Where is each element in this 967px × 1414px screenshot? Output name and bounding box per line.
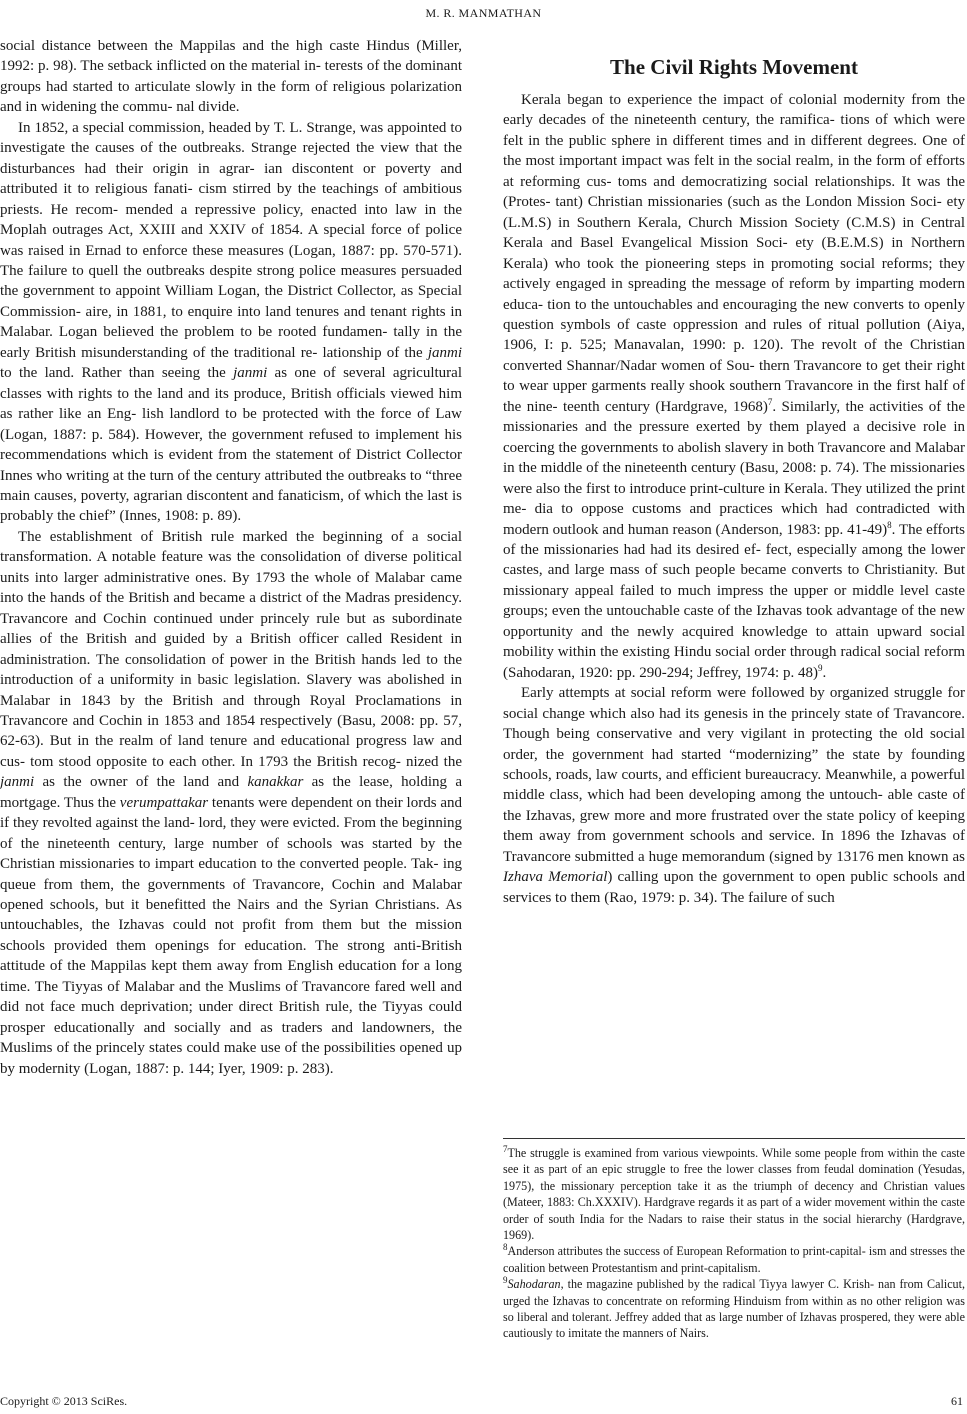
paragraph-text: The establishment of British rule marked the beginning of a social transformation. A notable feature was the consolidation of diverse political units into larger administrative ones. By 1793 the whole of Malabar came into the hands of the British and became a district of the Madras presidency. Travancore and Cochin continued under princely rule but as subordinate allies of the British and guided by a British officer called Resident in administration. The consolidation of power in the British hands led to the introduction of a uniformity in basic legislation. Slavery was abolished in Malabar in 1843 by the British and through Royal Proclamations in Travancore and Cochin in 1853 and 1854 respectively (Basu, 2008: pp. 57, 62-63). But in the realm of land tenure and educational progress law and cus- tom stood opposite to each other. In 1793 the British recog- nized the bbox=[0, 528, 462, 770]
paragraph-text: . Similarly, the activities of the missionaries and the pressure exerted by them played a decisive role in coercing the governments to abolish slavery in both Travancore and Malabar in the middle of the nineteenth century (Basu, 2008: p. 74). The missionaries were also the first to introduce print-culture in Kerala. They utilized the print me- dia to oppose customs and practices which had contradicted with modern outlook and human reason (Anderson, 1983: pp. 41-49) bbox=[503, 398, 965, 538]
copyright-notice: Copyright © 2013 SciRes. bbox=[0, 1394, 128, 1408]
paragraph-text: tenants were dependent on their lords and if they revolted against the land- lord, they were evicted. From the beginning of the nineteenth century, large number of schools was started by the Christian missionaries to impart education to the converted people. Tak- ing queue from them, the governments of Travancore, Cochin and Malabar opened schools, but it benefitted the Nairs and the Syrian Christians. As untouchables, the Izhavas could not profit from them but the mission schools provided them openings for education. The strong anti-British attitude of the Mappilas kept them away from English education for a long time. The Tiyyas of Malabar and the Muslims of Travancore fared well and did not face much deprivation; under direct British rule, the Tiyyas could prosper educationally and socially and as traders and landowners, the Muslims of the princely states could make use of the possibilities opened up by modernity (Logan, 1887: p. 144; Iyer, 1909: p. 283). bbox=[0, 794, 462, 1077]
footnotes bbox=[503, 1138, 965, 1342]
footnote-number: 8 bbox=[503, 1242, 508, 1253]
paragraph-text: as the owner of the land and bbox=[34, 774, 248, 791]
italic-term: verumpattakar bbox=[119, 794, 209, 811]
footnote-text: , the magazine published by the radical Tiyya lawyer C. Krish- nan from Calicut, urged the Izhavas to concentrate on reforming Hinduism from within as no other religion was so liberal and tolerant. Jeffrey added that as large number of Izhavas prospered, they were able cautiously to imitate the manners of Nairs. bbox=[503, 1277, 965, 1341]
footnote-text: The struggle is examined from various viewpoints. While some people from within the caste see it as part of an epic struggle to free the lower classes from feudal domination (Yesudas, 1975), the missionary perception take it as the triumph of decency and Christian values (Mateer, 1883: Ch.XXXIV). Hardgrave regards it as part of a wider movement within the caste order of south India for the Nadars to raise their status in the social hierarchy (Hardgrave, 1969). bbox=[503, 1146, 965, 1243]
page-number: 61 bbox=[951, 1394, 963, 1408]
paragraph-text: to the land. Rather than seeing the bbox=[0, 365, 234, 382]
left-paragraph-2 bbox=[0, 118, 462, 527]
right-column bbox=[503, 36, 965, 908]
footnote-ref[interactable]: 9 bbox=[817, 662, 823, 673]
footnote-ref[interactable]: 8 bbox=[887, 519, 892, 530]
paragraph-text: Kerala began to experience the impact of colonial modernity from the early decades of the nineteenth century, the ramifica- tions of which were felt in the public sphere in different times and in different degrees. One of the most important impact was felt in the social realm, in the form of efforts at reforming cus- toms and democratizing social relationships. It was the (Protes- tant) Christian missionaries (such as the London Mission Soci- ety (L.M.S) in Southern Kerala, Church Mission Society (C.M.S) in Central Kerala and Basel Evangelical Mission Soci- ety (B.E.M.S) in Northern Kerala) who took the pioneering steps in promoting social reforms; they actively engaged in spreading the message of reform by imparting modern educa- tion to the untouchables and encouraging the new converts to openly question symbols of caste oppression and rules of ritual pollution (Aiya, 1906, I: p. 525; Manavalan, 1990: p. 120). The revolt of the Christian converted Shannar/Nadar women of Sou- thern Travancore to get their right to wear upper garments really shook southern Travancore in the first half of the nine- teenth century (Hardgrave, 1968) bbox=[503, 92, 965, 415]
footnote-ref[interactable]: 7 bbox=[767, 396, 773, 407]
paragraph-text: . bbox=[822, 664, 827, 681]
italic-term: janmi bbox=[427, 344, 462, 361]
paragraph-text: as one of several agricultural classes with rights to the land and its produce, British officials viewed him as rather like an Eng- lish landlord to be protected with the force of Law (Logan, 1887: p. 584). However, the government refused to implement his recommendations which is evident from the statement of District Collector Innes who writing at the turn of the century attributed the outbreaks to “three main causes, poverty, agrarian discontent and fanaticism, of which the last is probably the chief” (Innes, 1908: p. 89). bbox=[0, 365, 462, 525]
section-title: The Civil Rights Movement bbox=[610, 55, 858, 79]
italic-term: Izhava Memorial bbox=[503, 869, 608, 886]
footnote-9 bbox=[503, 1276, 965, 1342]
footnote-text: Anderson attributes the success of European Reformation to print-capital- ism and stresses the coalition between Protestantism and print-capitalism. bbox=[503, 1244, 965, 1275]
left-paragraph-1-text: social distance between the Mappilas and the high caste Hindus (Miller, 1992: p. 98). The setback inflicted on the material in- terests of the dominant groups had started to articulate slowly in the form of religious polarization and in widening the commu- nal divide. bbox=[0, 38, 462, 116]
footnote-8 bbox=[503, 1243, 965, 1276]
italic-term: Sahodaran bbox=[507, 1277, 561, 1292]
left-paragraph-3 bbox=[0, 527, 462, 1079]
italic-term: janmi bbox=[0, 774, 35, 791]
paragraph-text: . The efforts of the missionaries had had its desired ef- fect, especially among the lower castes, and large mass of such people became converts to Christianity. But missionary appeal failed to much impress the upper or middle level caste groups; even the untouchable caste of the Izhavas took advantage of the new opportunity and the newly acquired knowledge to attain upward social mobility within the existing Hindu social order through radical social reform (Sahodaran, 1920: pp. 290-294; Jeffrey, 1974: p. 48) bbox=[503, 521, 965, 681]
running-head: M. R. MANMATHAN bbox=[425, 6, 542, 20]
paragraph-text: In 1852, a special commission, headed by T. L. Strange, was appointed to investigate the causes of the outbreaks. Strange rejected the view that the disturbances had their origin in agrar- ian discontent or poverty and attributed it to religious fanati- cism stirred by the teachings of ambitious priests. He recom- mended a repressive policy, enacted into law in the Moplah outrages Act, XXIII and XXIV of 1854. A special force of police was raised in Ernad to enforce these measures (Logan, 1887: pp. 570-571). The failure to quell the outbreaks despite strong police measures persuaded the government to appoint William Logan, the District Collector, as Special Commission- aire, in 1881, to enquire into land tenures and tenant rights in Malabar. Logan believed the problem to be rooted fundamen- tally in the early British misunderstanding of the traditional re- lationship of the bbox=[0, 119, 462, 361]
paragraph-text: as the lease, holding a mortgage. Thus the bbox=[0, 774, 462, 811]
left-column bbox=[0, 36, 462, 1079]
italic-term: janmi bbox=[233, 365, 268, 382]
left-paragraph-1 bbox=[0, 36, 462, 118]
right-paragraph-1 bbox=[503, 90, 965, 683]
footnote-number: 7 bbox=[503, 1143, 508, 1154]
right-paragraph-2 bbox=[503, 683, 965, 908]
paragraph-text: ) calling upon the government to open public schools and services to them (Rao, 1979: p. 34). The failure of such bbox=[503, 869, 965, 906]
footnote-number: 9 bbox=[503, 1275, 508, 1286]
paragraph-text: Early attempts at social reform were followed by organized struggle for social change which also had its genesis in the princely state of Travancore. Though being conservative and very vigilant in protecting the old social order, the government had started “modernizing” the state by founding schools, roads, law courts, and efficient bureaucracy. Meanwhile, a powerful middle class, which had been developing among the untouch- able caste of the Izhavas, grew more and more frustrated over the state policy of keeping them away from government schools and service. In 1896 the Izhavas of Travancore submitted a huge memorandum (signed by 13176 men known as bbox=[503, 685, 965, 865]
italic-term: kanakkar bbox=[247, 774, 304, 791]
footnote-7 bbox=[503, 1145, 965, 1243]
